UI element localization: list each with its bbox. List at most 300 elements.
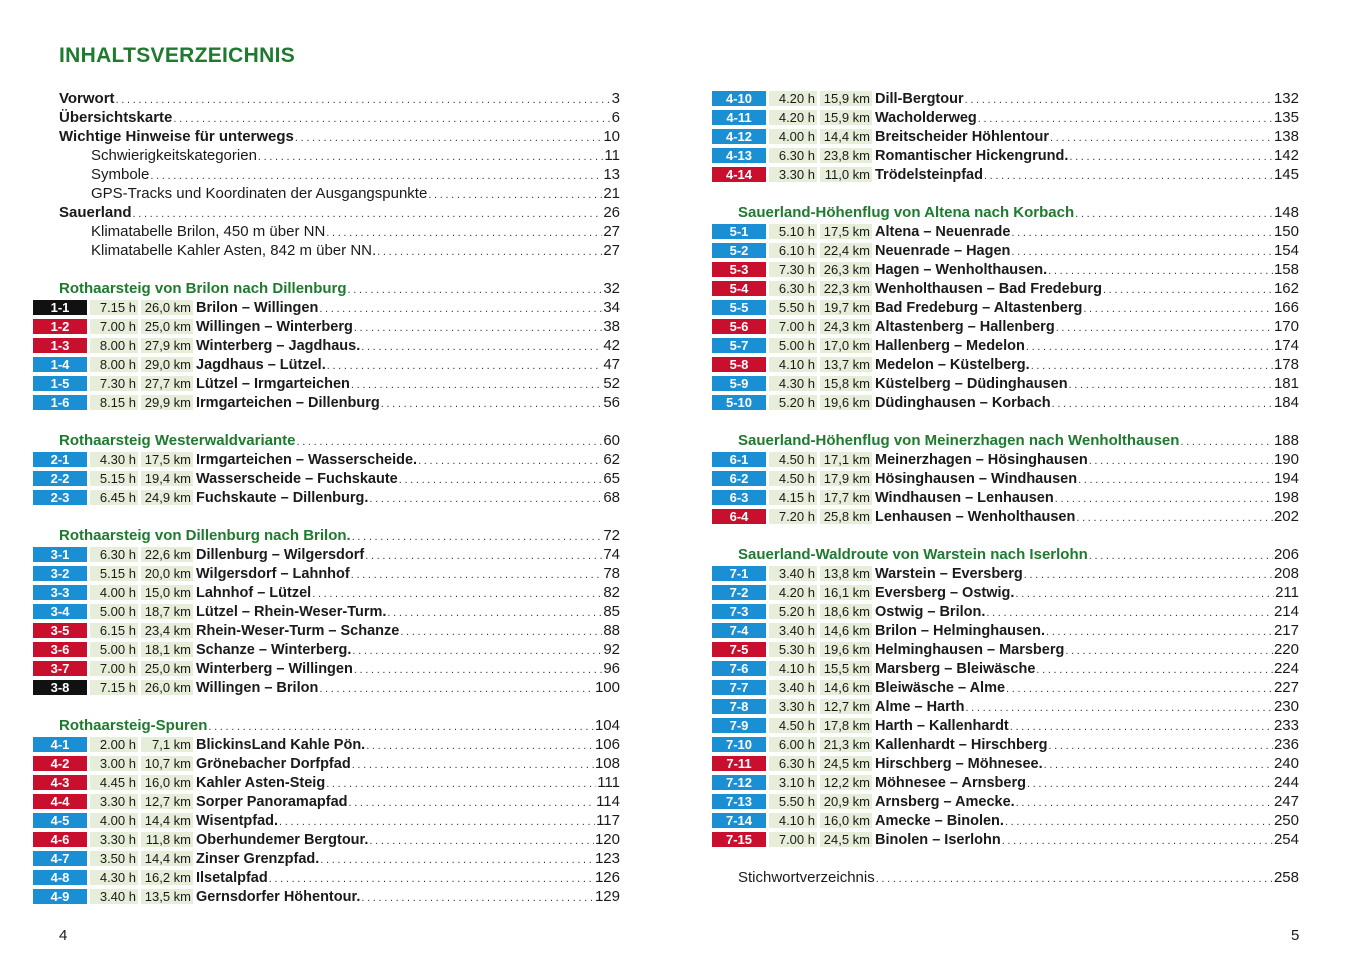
toc-route-row[interactable] (33, 659, 620, 678)
page-number-left: 4 (59, 927, 68, 944)
page-ref: 62 (603, 451, 620, 468)
route-duration: 3.40 h (769, 680, 817, 695)
dot-leader (173, 108, 610, 127)
toc-route-row[interactable] (712, 640, 1299, 659)
dot-leader (1089, 450, 1273, 469)
toc-route-row[interactable] (33, 811, 620, 830)
toc-entry-row[interactable] (33, 146, 620, 165)
toc-entry-row[interactable] (33, 89, 620, 108)
route-number-badge: 3-6 (33, 642, 87, 657)
route-distance: 14,4 km (141, 813, 193, 828)
route-duration: 4.00 h (769, 129, 817, 144)
toc-entry-row[interactable] (712, 868, 1299, 887)
entry-title: Klimatabelle Brilon, 450 m über NN (91, 223, 326, 240)
toc-entry-row[interactable] (33, 241, 620, 260)
route-distance: 17,5 km (141, 452, 193, 467)
route-duration: 3.30 h (769, 699, 817, 714)
toc-route-row[interactable] (33, 887, 620, 906)
toc-route-row[interactable] (33, 545, 620, 564)
page-ref: 178 (1273, 356, 1299, 373)
page-ref: 26 (603, 204, 620, 221)
route-duration: 7.30 h (769, 262, 817, 277)
dot-leader (352, 526, 603, 545)
page-ref: 170 (1273, 318, 1299, 335)
route-name: Jagdhaus – Lützel. (196, 356, 326, 373)
page-ref: 72 (603, 527, 620, 544)
toc-route-row[interactable] (712, 279, 1299, 298)
toc-route-row[interactable] (712, 222, 1299, 241)
route-duration: 6.15 h (90, 623, 138, 638)
route-name: Hösinghausen – Windhausen (875, 470, 1078, 487)
route-number-badge: 6-2 (712, 471, 766, 486)
route-distance: 11,0 km (820, 167, 872, 182)
toc-route-row[interactable] (712, 716, 1299, 735)
route-number-badge: 3-1 (33, 547, 87, 562)
page-ref: 88 (603, 622, 620, 639)
dot-leader (1048, 735, 1273, 754)
route-duration: 4.10 h (769, 661, 817, 676)
toc-route-row[interactable] (712, 792, 1299, 811)
dot-leader (116, 89, 611, 108)
page-ref: 188 (1273, 432, 1299, 449)
toc-route-row[interactable] (712, 260, 1299, 279)
toc-route-row[interactable] (712, 754, 1299, 773)
dot-leader (428, 184, 602, 203)
route-duration: 5.00 h (90, 642, 138, 657)
toc-route-row[interactable] (712, 165, 1299, 184)
dot-leader (984, 165, 1273, 184)
page-ref: 11 (604, 147, 620, 164)
toc-section-row[interactable] (33, 279, 620, 298)
toc-route-row[interactable] (33, 393, 620, 412)
page-ref: 220 (1273, 641, 1299, 658)
route-name: Bad Fredeburg – Altastenberg (875, 299, 1083, 316)
route-distance: 17,9 km (820, 471, 872, 486)
route-name: Bleiwäsche – Alme (875, 679, 1006, 696)
route-duration: 6.00 h (769, 737, 817, 752)
route-number-badge: 4-9 (33, 889, 87, 904)
toc-route-row[interactable] (712, 697, 1299, 716)
route-duration: 3.50 h (90, 851, 138, 866)
section-title: Sauerland-Höhenflug von Altena nach Korbach (738, 204, 1075, 221)
dot-leader (965, 697, 1273, 716)
route-name: Lahnhof – Lützel (196, 584, 312, 601)
toc-route-row[interactable] (33, 583, 620, 602)
toc-entry-row[interactable] (33, 222, 620, 241)
route-number-badge: 1-4 (33, 357, 87, 372)
toc-route-row[interactable] (33, 336, 620, 355)
route-distance: 17,7 km (820, 490, 872, 505)
route-name: Willingen – Brilon (196, 679, 319, 696)
toc-section-row[interactable] (712, 203, 1299, 222)
route-number-badge: 7-11 (712, 756, 766, 771)
toc-route-row[interactable] (712, 355, 1299, 374)
spacer (33, 507, 620, 526)
route-name: Grönebacher Dorfpfad (196, 755, 351, 772)
page-ref: 68 (603, 489, 620, 506)
route-duration: 7.15 h (90, 300, 138, 315)
route-name: Romantischer Hickengrund. (875, 147, 1069, 164)
route-number-badge: 7-12 (712, 775, 766, 790)
route-duration: 6.45 h (90, 490, 138, 505)
route-distance: 23,8 km (820, 148, 872, 163)
toc-route-row[interactable] (712, 735, 1299, 754)
toc-route-row[interactable] (712, 678, 1299, 697)
dot-leader (320, 849, 594, 868)
route-duration: 7.00 h (90, 661, 138, 676)
dot-leader (361, 887, 594, 906)
route-name: Arnsberg – Amecke. (875, 793, 1015, 810)
route-name: Lützel – Rhein-Weser-Turm. (196, 603, 387, 620)
route-distance: 14,6 km (820, 680, 872, 695)
spacer (33, 260, 620, 279)
page-ref: 21 (603, 185, 620, 202)
route-duration: 3.30 h (90, 794, 138, 809)
dot-leader (1002, 830, 1273, 849)
route-number-badge: 4-3 (33, 775, 87, 790)
route-distance: 22,3 km (820, 281, 872, 296)
page-ref: 208 (1273, 565, 1299, 582)
toc-route-row[interactable] (33, 450, 620, 469)
route-name: Kallenhardt – Hirschberg (875, 736, 1048, 753)
route-duration: 3.40 h (769, 623, 817, 638)
route-distance: 14,4 km (141, 851, 193, 866)
page-ref: 3 (611, 90, 620, 107)
route-number-badge: 1-6 (33, 395, 87, 410)
entry-title: Klimatabelle Kahler Asten, 842 m über NN. (91, 242, 377, 259)
toc-route-row[interactable] (33, 773, 620, 792)
dot-leader (1005, 811, 1273, 830)
toc-route-row[interactable] (33, 678, 620, 697)
toc-route-row[interactable] (33, 640, 620, 659)
route-number-badge: 3-2 (33, 566, 87, 581)
page-ref: 82 (603, 584, 620, 601)
page-ref: 27 (603, 223, 620, 240)
route-distance: 20,0 km (141, 566, 193, 581)
toc-section-row[interactable] (33, 431, 620, 450)
toc-route-row[interactable] (712, 583, 1299, 602)
route-number-badge: 6-4 (712, 509, 766, 524)
toc-column-left (33, 89, 620, 906)
toc-route-row[interactable] (33, 317, 620, 336)
route-distance: 23,4 km (141, 623, 193, 638)
route-name: Neuenrade – Hagen (875, 242, 1011, 259)
section-title: Sauerland-Waldroute von Warstein nach Iserlohn (738, 546, 1088, 563)
toc-route-row[interactable] (712, 659, 1299, 678)
route-name: Düdinghausen – Korbach (875, 394, 1051, 411)
route-duration: 5.20 h (769, 395, 817, 410)
spacer (712, 849, 1299, 868)
section-title: Rothaarsteig von Dillenburg nach Brilon. (59, 527, 351, 544)
route-number-badge: 7-1 (712, 566, 766, 581)
toc-entry-row[interactable] (33, 203, 620, 222)
toc-route-row[interactable] (33, 868, 620, 887)
entry-title: Vorwort (59, 90, 115, 107)
page-ref: 244 (1273, 774, 1299, 791)
toc-route-row[interactable] (712, 773, 1299, 792)
route-distance: 16,2 km (141, 870, 193, 885)
dot-leader (351, 374, 602, 393)
toc-route-row[interactable] (33, 792, 620, 811)
page-ref: 145 (1273, 166, 1299, 183)
dot-leader (1103, 279, 1273, 298)
page-ref: 132 (1273, 90, 1299, 107)
route-number-badge: 4-11 (712, 110, 766, 125)
entry-title: Übersichtskarte (59, 109, 173, 126)
route-number-badge: 7-7 (712, 680, 766, 695)
route-distance: 18,6 km (820, 604, 872, 619)
route-number-badge: 3-7 (33, 661, 87, 676)
dot-leader (326, 773, 596, 792)
page-ref: 247 (1273, 793, 1299, 810)
dot-leader (133, 203, 603, 222)
toc-route-row[interactable] (712, 127, 1299, 146)
route-name: Ostwig – Brilon. (875, 603, 986, 620)
route-name: Amecke – Binolen. (875, 812, 1004, 829)
dot-leader (369, 830, 594, 849)
route-number-badge: 3-8 (33, 680, 87, 695)
dot-leader (258, 146, 604, 165)
dot-leader (354, 659, 602, 678)
dot-leader (365, 545, 602, 564)
toc-route-row[interactable] (712, 811, 1299, 830)
route-distance: 29,9 km (141, 395, 193, 410)
toc-route-row[interactable] (712, 507, 1299, 526)
toc-route-row[interactable] (33, 849, 620, 868)
toc-entry-row[interactable] (33, 184, 620, 203)
route-duration: 5.20 h (769, 604, 817, 619)
toc-route-row[interactable] (712, 298, 1299, 317)
section-title: Rothaarsteig-Spuren (59, 717, 208, 734)
route-name: Möhnesee – Arnsberg (875, 774, 1026, 791)
route-name: Schanze – Winterberg. (196, 641, 352, 658)
route-number-badge: 5-6 (712, 319, 766, 334)
route-duration: 4.00 h (90, 813, 138, 828)
dot-leader (399, 469, 603, 488)
route-name: Brilon – Helminghausen. (875, 622, 1045, 639)
page-ref: 60 (603, 432, 620, 449)
toc-route-row[interactable] (33, 735, 620, 754)
toc-route-row[interactable] (33, 830, 620, 849)
route-number-badge: 5-8 (712, 357, 766, 372)
route-number-badge: 7-15 (712, 832, 766, 847)
toc-section-row[interactable] (33, 526, 620, 545)
dot-leader (1180, 431, 1273, 450)
route-distance: 25,8 km (820, 509, 872, 524)
page-ref: 184 (1273, 394, 1299, 411)
page-ref: 233 (1273, 717, 1299, 734)
toc-column-right (712, 89, 1299, 887)
route-duration: 7.20 h (769, 509, 817, 524)
route-distance: 26,0 km (141, 680, 193, 695)
route-distance: 22,6 km (141, 547, 193, 562)
route-number-badge: 1-3 (33, 338, 87, 353)
section-title: Sauerland-Höhenflug von Meinerzhagen nach Wenholthausen (738, 432, 1180, 449)
toc-route-row[interactable] (33, 754, 620, 773)
route-number-badge: 5-2 (712, 243, 766, 258)
entry-title: Symbole (91, 166, 150, 183)
page-ref: 240 (1273, 755, 1299, 772)
route-distance: 11,8 km (141, 832, 193, 847)
toc-route-row[interactable] (712, 564, 1299, 583)
toc-route-row[interactable] (33, 298, 620, 317)
dot-leader (366, 735, 594, 754)
entry-title: GPS-Tracks und Koordinaten der Ausgangspunkte (91, 185, 428, 202)
route-name: Dillenburg – Wilgersdorf (196, 546, 365, 563)
toc-route-row[interactable] (712, 374, 1299, 393)
toc-route-row[interactable] (712, 450, 1299, 469)
route-distance: 15,8 km (820, 376, 872, 391)
dot-leader (1044, 754, 1273, 773)
route-name: Alme – Harth (875, 698, 965, 715)
page-ref: 214 (1273, 603, 1299, 620)
page-ref: 126 (594, 869, 620, 886)
route-name: Medelon – Küstelberg. (875, 356, 1030, 373)
route-distance: 14,6 km (820, 623, 872, 638)
route-distance: 19,6 km (820, 395, 872, 410)
toc-route-row[interactable] (33, 621, 620, 640)
route-distance: 29,0 km (141, 357, 193, 372)
page-ref: 52 (603, 375, 620, 392)
dot-leader (1036, 659, 1273, 678)
route-duration: 4.50 h (769, 718, 817, 733)
dot-leader (351, 564, 603, 583)
route-distance: 13,8 km (820, 566, 872, 581)
toc-route-row[interactable] (33, 564, 620, 583)
toc-route-row[interactable] (712, 602, 1299, 621)
route-distance: 27,9 km (141, 338, 193, 353)
toc-route-row[interactable] (712, 830, 1299, 849)
route-number-badge: 5-10 (712, 395, 766, 410)
route-distance: 13,5 km (141, 889, 193, 904)
dot-leader (1050, 127, 1273, 146)
dot-leader (1078, 469, 1273, 488)
dot-leader (1069, 146, 1273, 165)
route-duration: 8.15 h (90, 395, 138, 410)
page-ref: 138 (1273, 128, 1299, 145)
route-duration: 3.40 h (769, 566, 817, 581)
route-duration: 8.00 h (90, 357, 138, 372)
toc-section-row[interactable] (33, 716, 620, 735)
route-distance: 16,0 km (820, 813, 872, 828)
toc-route-row[interactable] (33, 355, 620, 374)
page-ref: 56 (603, 394, 620, 411)
page-ref: 74 (603, 546, 620, 563)
route-duration: 5.10 h (769, 224, 817, 239)
toc-route-row[interactable] (712, 241, 1299, 260)
route-name: Harth – Kallenhardt (875, 717, 1009, 734)
page-ref: 100 (594, 679, 620, 696)
toc-entry-row[interactable] (33, 127, 620, 146)
section-title: Rothaarsteig von Brilon nach Dillenburg (59, 280, 347, 297)
toc-route-row[interactable] (712, 488, 1299, 507)
page-ref: 65 (603, 470, 620, 487)
page-ref: 108 (594, 755, 620, 772)
route-number-badge: 4-12 (712, 129, 766, 144)
route-distance: 15,9 km (820, 91, 872, 106)
toc-route-row[interactable] (712, 621, 1299, 640)
toc-route-row[interactable] (712, 336, 1299, 355)
toc-route-row[interactable] (33, 602, 620, 621)
page-number-right: 5 (1291, 927, 1300, 944)
route-duration: 7.30 h (90, 376, 138, 391)
page-ref: 198 (1273, 489, 1299, 506)
dot-leader (327, 355, 603, 374)
route-name: Lützel – Irmgarteichen (196, 375, 350, 392)
route-distance: 15,9 km (820, 110, 872, 125)
route-duration: 6.10 h (769, 243, 817, 258)
toc-route-row[interactable] (33, 469, 620, 488)
dot-leader (1083, 298, 1273, 317)
route-duration: 4.10 h (769, 357, 817, 372)
dot-leader (1006, 678, 1273, 697)
toc-section-row[interactable] (712, 431, 1299, 450)
route-name: Küstelberg – Düdinghausen (875, 375, 1068, 392)
route-number-badge: 1-5 (33, 376, 87, 391)
toc-route-row[interactable] (712, 146, 1299, 165)
route-number-badge: 7-13 (712, 794, 766, 809)
route-distance: 22,4 km (820, 243, 872, 258)
route-number-badge: 6-1 (712, 452, 766, 467)
spacer (33, 412, 620, 431)
toc-route-row[interactable] (33, 488, 620, 507)
route-duration: 6.30 h (769, 148, 817, 163)
page-ref: 174 (1273, 337, 1299, 354)
toc-entry-row[interactable] (33, 165, 620, 184)
dot-leader (1010, 716, 1273, 735)
page-ref: 114 (596, 793, 620, 810)
toc-route-row[interactable] (712, 108, 1299, 127)
route-number-badge: 4-7 (33, 851, 87, 866)
page-ref: 202 (1273, 508, 1299, 525)
toc-entry-row[interactable] (33, 108, 620, 127)
spacer (712, 184, 1299, 203)
route-name: Irmgarteichen – Dillenburg (196, 394, 380, 411)
route-duration: 3.30 h (90, 832, 138, 847)
page-ref: 190 (1273, 451, 1299, 468)
dot-leader (348, 279, 603, 298)
toc-route-row[interactable] (712, 89, 1299, 108)
route-distance: 16,0 km (141, 775, 193, 790)
dot-leader (1065, 640, 1273, 659)
page-ref: 106 (594, 736, 620, 753)
toc-section-row[interactable] (712, 545, 1299, 564)
page-ref: 194 (1273, 470, 1299, 487)
page-ref: 217 (1273, 622, 1299, 639)
dot-leader (1076, 507, 1273, 526)
dot-leader (1052, 393, 1273, 412)
route-duration: 7.00 h (769, 832, 817, 847)
dot-leader (1069, 374, 1273, 393)
toc-route-row[interactable] (712, 317, 1299, 336)
route-distance: 14,4 km (820, 129, 872, 144)
page-ref: 104 (594, 717, 620, 734)
route-name: Rhein-Weser-Turm – Schanze (196, 622, 400, 639)
route-number-badge: 4-6 (33, 832, 87, 847)
route-duration: 4.30 h (90, 870, 138, 885)
route-distance: 17,0 km (820, 338, 872, 353)
dot-leader (381, 393, 603, 412)
route-number-badge: 5-7 (712, 338, 766, 353)
toc-route-row[interactable] (712, 469, 1299, 488)
page-ref: 148 (1273, 204, 1299, 221)
toc-route-row[interactable] (33, 374, 620, 393)
dot-leader (208, 716, 594, 735)
dot-leader (1011, 241, 1273, 260)
page-ref: 142 (1273, 147, 1299, 164)
toc-route-row[interactable] (712, 393, 1299, 412)
route-duration: 7.00 h (769, 319, 817, 334)
